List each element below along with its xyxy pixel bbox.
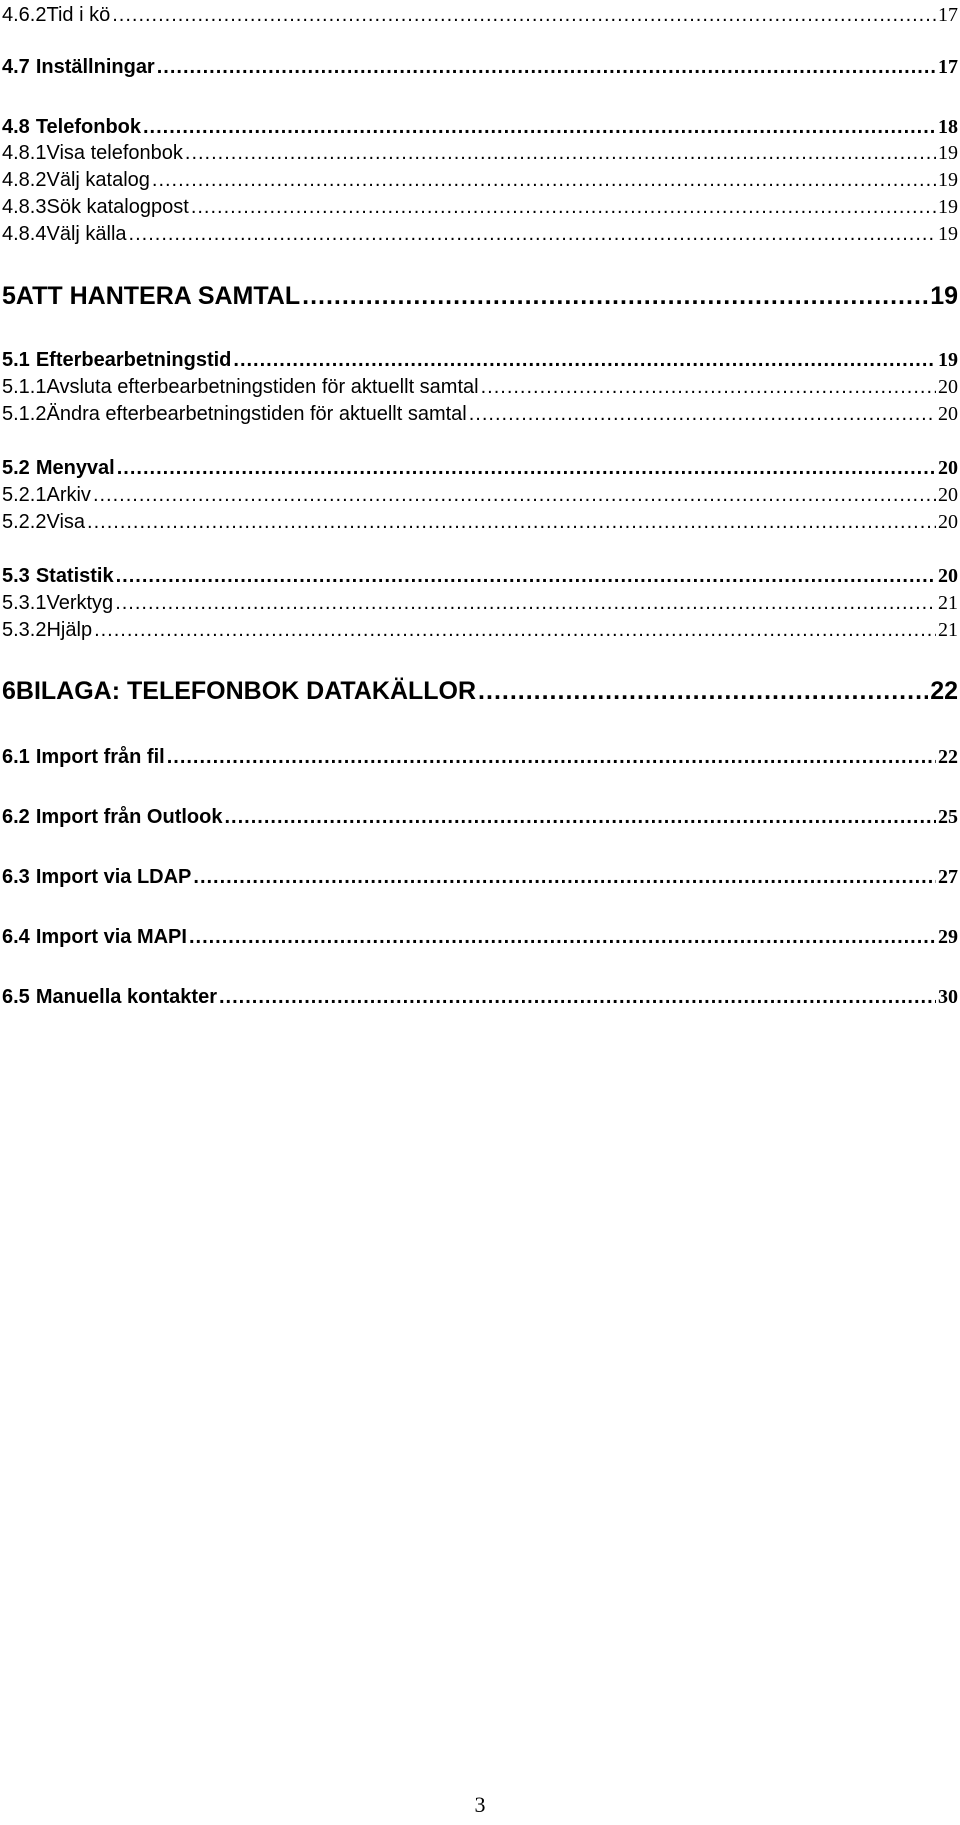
section-number: 5.3.2 [2,619,47,641]
page-ref: 19 [938,142,958,164]
page-ref: 20 [938,403,958,425]
dot-leader [112,4,936,27]
toc-entry[interactable] [2,746,958,769]
section-number: 6.3 [2,866,30,888]
section-title: Telefonbok [35,116,141,138]
dot-leader [233,349,936,372]
section-number: 6.4 [2,926,30,948]
toc-entry[interactable] [2,592,958,615]
section-title: Tid i kö [46,4,111,26]
section-title: Välj källa [46,223,127,245]
section-title: Verktyg [46,592,114,614]
page-ref: 30 [938,986,958,1008]
section-number: 4.8 [2,116,30,138]
page-ref: 20 [938,484,958,506]
toc-entry[interactable] [2,403,958,426]
section-title: Import via LDAP [35,866,192,888]
toc-entry[interactable] [2,565,958,588]
section-number: 5 [2,282,16,310]
toc-entry[interactable] [2,484,958,507]
dot-leader [469,403,936,426]
dot-leader [115,592,936,615]
page-ref: 20 [938,376,958,398]
page-ref: 20 [938,511,958,533]
dot-leader [93,484,936,507]
section-number: 4.8.2 [2,169,47,191]
toc-entry[interactable] [2,806,958,829]
section-number: 4.6.2 [2,4,47,26]
section-title: Inställningar [35,56,155,78]
dot-leader [478,677,928,706]
page-ref: 20 [938,565,958,587]
section-title: Import från Outlook [35,806,223,828]
page-ref: 21 [938,619,958,641]
toc-entry[interactable] [2,376,958,399]
section-title: Manuella kontakter [35,986,217,1008]
dot-leader [87,511,936,534]
dot-leader [191,196,936,219]
section-number: 5.3.1 [2,592,47,614]
section-title: Avsluta efterbearbetningstiden för aktuellt samtal [46,376,479,398]
toc-entry[interactable] [2,169,958,192]
section-title: Arkiv [46,484,91,506]
section-number: 6.2 [2,806,30,828]
toc-entry[interactable] [2,56,958,79]
page-ref: 27 [938,866,958,888]
page-ref: 25 [938,806,958,828]
toc-entry[interactable] [2,142,958,165]
dot-leader [481,376,936,399]
toc-entry[interactable] [2,116,958,139]
page-ref: 21 [938,592,958,614]
page-ref: 22 [930,677,958,705]
dot-leader [143,116,936,139]
section-number: 6 [2,677,16,705]
section-title: ATT HANTERA SAMTAL [15,282,301,310]
section-title: Sök katalogpost [46,196,189,218]
dot-leader [167,746,936,769]
dot-leader [224,806,936,829]
section-title: Statistik [35,565,114,587]
section-title: BILAGA: TELEFONBOK DATAKÄLLOR [15,677,477,705]
section-title: Visa telefonbok [46,142,183,164]
dot-leader [117,457,936,480]
section-number: 5.2.1 [2,484,47,506]
section-number: 5.3 [2,565,30,587]
toc-entry[interactable] [2,4,958,27]
dot-leader [189,926,936,949]
section-title: Välj katalog [46,169,150,191]
toc-entry[interactable] [2,677,958,706]
dot-leader [193,866,936,889]
section-title: Import från fil [35,746,165,768]
toc-entry[interactable] [2,986,958,1009]
section-number: 5.1.2 [2,403,47,425]
toc-entry[interactable] [2,196,958,219]
dot-leader [116,565,936,588]
page-number: 3 [474,1792,486,1817]
dot-leader [94,619,936,642]
section-title: Efterbearbetningstid [35,349,232,371]
page-ref: 18 [938,116,958,138]
section-title: Hjälp [46,619,93,641]
section-title: Visa [46,511,86,533]
section-number: 5.2.2 [2,511,47,533]
section-number: 4.8.1 [2,142,47,164]
dot-leader [157,56,936,79]
section-title: Import via MAPI [35,926,187,948]
page-ref: 19 [930,282,958,310]
toc-entry[interactable] [2,457,958,480]
page-ref: 19 [938,349,958,371]
toc-entry[interactable] [2,223,958,246]
section-number: 5.1.1 [2,376,47,398]
page-ref: 19 [938,223,958,245]
dot-leader [185,142,936,165]
dot-leader [302,282,928,311]
dot-leader [152,169,936,192]
section-title: Ändra efterbearbetningstiden för aktuellt samtal [46,403,467,425]
section-number: 6.5 [2,986,30,1008]
toc-entry[interactable] [2,349,958,372]
section-number: 6.1 [2,746,30,768]
section-title: Menyval [35,457,115,479]
toc-entry[interactable] [2,926,958,949]
page-ref: 20 [938,457,958,479]
section-number: 4.8.4 [2,223,47,245]
section-number: 4.7 [2,56,30,78]
section-number: 5.2 [2,457,30,479]
toc-entry[interactable] [2,282,958,311]
page-ref: 17 [938,4,958,26]
page-ref: 19 [938,196,958,218]
section-number: 5.1 [2,349,30,371]
dot-leader [219,986,936,1009]
page-ref: 22 [938,746,958,768]
page-ref: 19 [938,169,958,191]
section-number: 4.8.3 [2,196,47,218]
page-ref: 17 [938,56,958,78]
toc-entry[interactable] [2,511,958,534]
page-ref: 29 [938,926,958,948]
toc-entry[interactable] [2,619,958,642]
dot-leader [129,223,936,246]
toc-entry[interactable] [2,866,958,889]
